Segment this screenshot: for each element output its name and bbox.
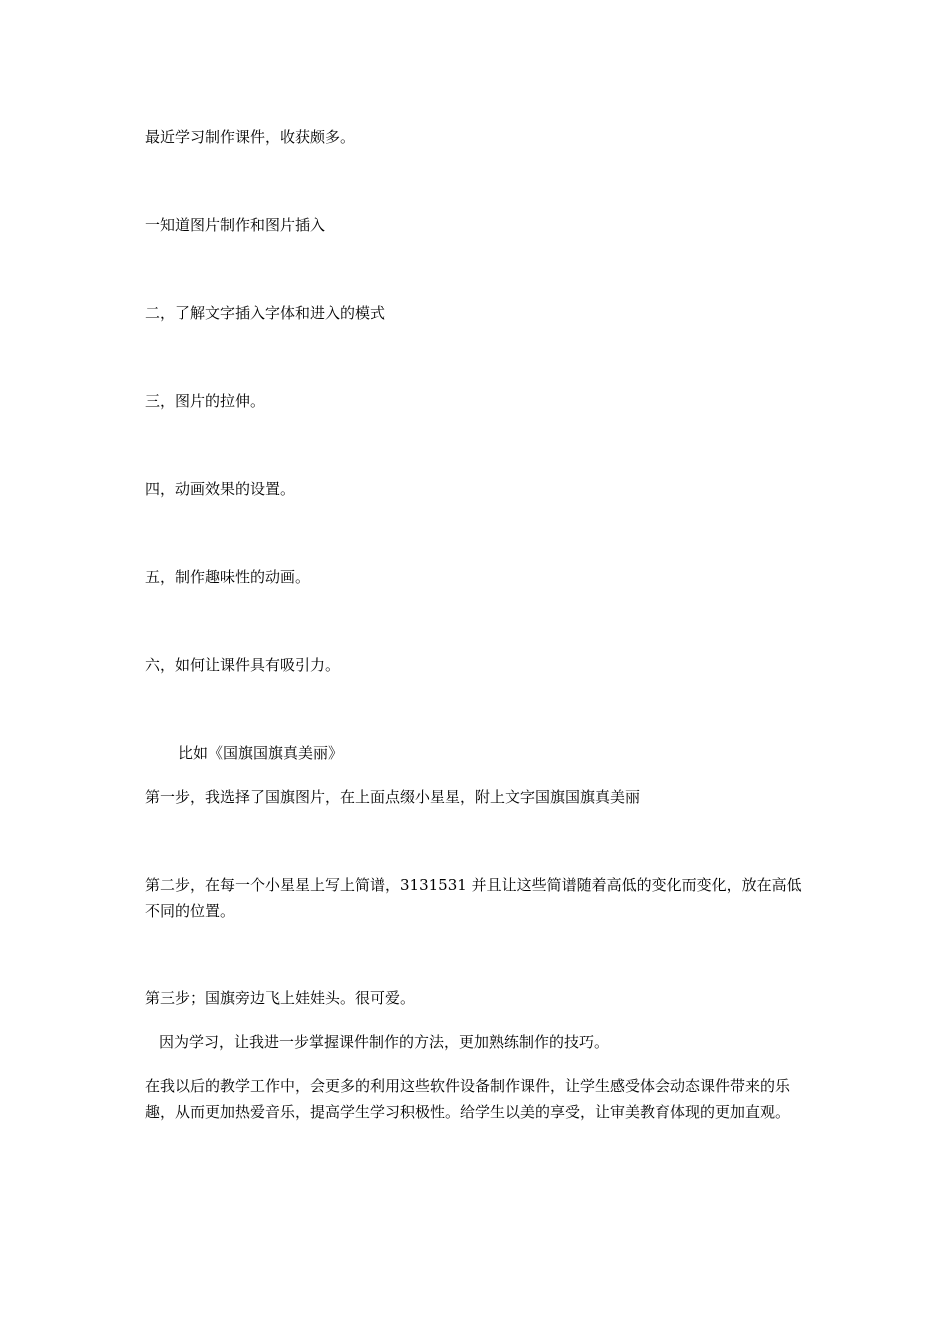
paragraph-item-2: 二，了解文字插入字体和进入的模式	[145, 304, 386, 322]
paragraph-step-3: 第三步；国旗旁边飞上娃娃头。很可爱。	[145, 989, 416, 1007]
paragraph-item-1: 一知道图片制作和图片插入	[145, 216, 326, 234]
paragraph-item-6: 六，如何让课件具有吸引力。	[145, 656, 341, 674]
paragraph-step-1: 第一步，我选择了国旗图片，在上面点缀小星星，附上文字国旗国旗真美丽	[145, 788, 641, 806]
paragraph-reflection: 因为学习，让我进一步掌握课件制作的方法，更加熟练制作的技巧。	[159, 1033, 610, 1051]
paragraph-example-title: 比如《国旗国旗真美丽》	[178, 744, 344, 762]
paragraph-item-5: 五，制作趣味性的动画。	[145, 568, 311, 586]
paragraph-conclusion: 在我以后的教学工作中，会更多的利用这些软件设备制作课件，让学生感受体会动态课件带来的乐趣，从而更加热爱音乐，提高学生学习积极性。给学生以美的享受，让审美教育体现的更加直观。	[145, 1077, 791, 1121]
paragraph-item-4: 四，动画效果的设置。	[145, 480, 296, 498]
paragraph-intro: 最近学习制作课件，收获颇多。	[145, 128, 356, 146]
paragraph-step-2: 第二步，在每一个小星星上写上简谱，3131531 并且让这些简谱随着高低的变化而变化，放在高低不同的位置。	[145, 876, 802, 920]
paragraph-item-3: 三，图片的拉伸。	[145, 392, 266, 410]
